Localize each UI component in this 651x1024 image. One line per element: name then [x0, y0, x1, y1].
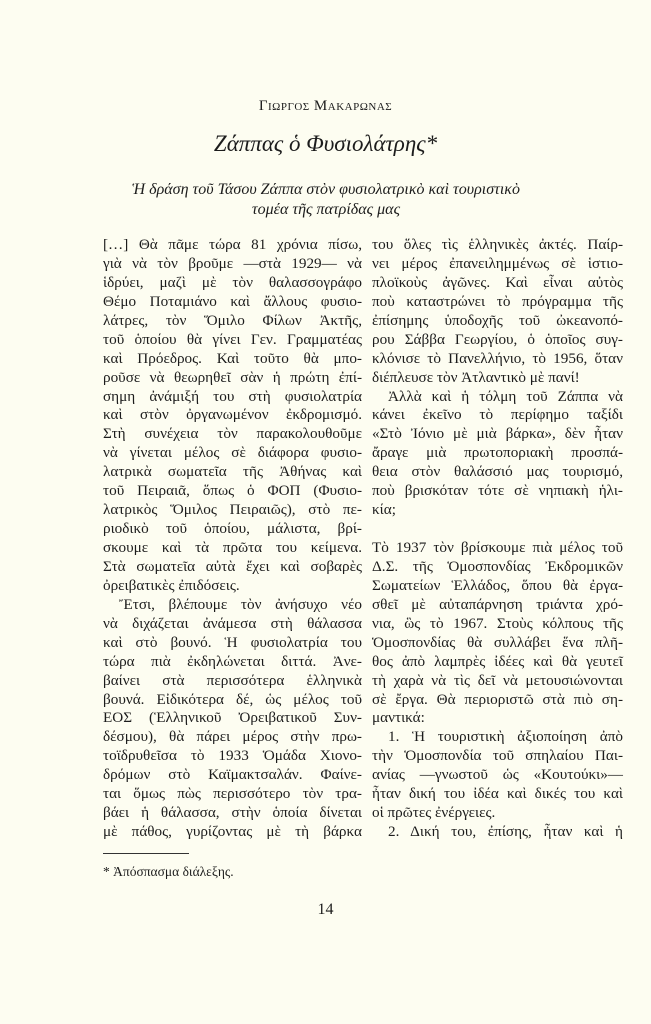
- text-line: Ἀλλὰ καὶ ἡ τόλμη τοῦ Ζάππα νὰ: [388, 387, 623, 405]
- article-title: Ζάππας ὁ Φυσιολάτρης*: [213, 131, 438, 156]
- text-line: ἦταν δική του ἰδέα καὶ δικές του καὶ: [372, 785, 623, 803]
- author-name: Γιωργος Μακαρωνας: [258, 98, 393, 114]
- text-line: ποὺ καταστρώνει τὸ πρόγραμμα τῆς: [372, 292, 623, 310]
- text-line: 2. Δική του, ἐπίσης, ἦταν καὶ ἡ: [388, 823, 623, 841]
- subtitle-line: Ἡ δράση τοῦ Τάσου Ζάππα στὸν φυσιολατρικὸ καὶ τουριστικὸ: [132, 181, 520, 198]
- text-line: Θέμο Ποταμιάνο καὶ ἄλλους φυσιο-: [103, 292, 362, 310]
- text-line: Ὁμοσπονδίας θὰ συλλάβει ἕνα πλῆ-: [372, 633, 623, 651]
- text-line: καὶ στὸν ὀργανωμένον ἐκδρομισμό.: [103, 406, 362, 424]
- text-line: κλόνισε τὸ Πανελλήνιο, τὸ 1956, ὅταν: [372, 349, 623, 367]
- text-line: σκουμε καὶ τὰ πρῶτα του κείμενα.: [103, 539, 362, 556]
- subtitle-line: τομέα τῆς πατρίδας μας: [251, 201, 401, 218]
- text-line: μὲ πάθος, γυρίζοντας μὲ τὴ βάρκα: [103, 823, 362, 841]
- text-line: νια, ὣς τὸ 1967. Στοὺς κόλπους τῆς: [372, 614, 623, 632]
- text-line: νὰ γίνεται μέλος σὲ διάφορα φυσιο-: [103, 444, 362, 462]
- text-line: σὲ ἔργα. Θὰ περιοριστῶ στὰ πιὸ ση-: [372, 690, 623, 708]
- right-text-column: [372, 236, 623, 842]
- text-line: ροῦσε νὰ θεωρηθεῖ σὰν ἡ πρώτη ἐπί-: [103, 368, 362, 386]
- text-line: μαντικά:: [372, 709, 425, 727]
- text-line: βουνά. Εἰδικότερα δέ, ὡς μέλος τοῦ: [103, 690, 362, 708]
- text-line: ανίας —γνωστοῦ ὡς «Κουτούκι»—: [372, 766, 623, 784]
- text-line: Στὴ συνέχεια τὸν παρακολουθοῦμε: [103, 425, 362, 443]
- text-line: τώρα πιὰ ἐκδηλώνεται διττά. Ἀνε-: [103, 652, 362, 670]
- text-line: πλοϊκοὺς ἀγῶνες. Καὶ εἶναι αὐτὸς: [372, 273, 623, 291]
- article-subtitle: [110, 180, 542, 220]
- text-line: […] Θὰ πᾶμε τώρα 81 χρόνια πίσω,: [103, 236, 362, 253]
- text-line: θεια στὸν θαλάσσιό μας τουρισμό,: [372, 463, 623, 481]
- text-line: τοῦ ὁποίου θὰ γίνει Γεν. Γραμματέας: [103, 330, 362, 348]
- text-line: καὶ στὸ βουνό. Ἡ φυσιολατρία του: [103, 633, 362, 651]
- text-line: 1. Ἡ τουριστικὴ ἀξιοποίηση ἀπὸ: [388, 728, 623, 746]
- text-line: κάνει ἐκεῖνο τὸ περίφημο ταξίδι: [372, 406, 623, 424]
- text-line: τοῦ Πειραιᾶ, ὅπως ὁ ΦΟΠ (Φυσιο-: [103, 482, 362, 500]
- text-line: νει μέρος ἐπανειλημμένως σὲ ἱστιο-: [372, 254, 623, 272]
- left-text-column: [103, 236, 362, 842]
- text-line: σημη ἀνάμιξή του στὴ φυσιολατρία: [103, 387, 362, 405]
- text-line: τὴν Ὁμοσπονδία τοῦ σπηλαίου Παι-: [372, 747, 623, 765]
- text-line: ποὺ βρισκόταν τότε σὲ νηπιακὴ ἡλι-: [372, 482, 623, 500]
- text-line: δέσμου), θὰ πάρει μέρος στὴν πρω-: [103, 728, 362, 746]
- footnote-divider: [103, 853, 189, 854]
- text-line: του ὅλες τὶς ἑλληνικὲς ἀκτές. Παίρ-: [372, 236, 623, 253]
- text-line: λατρικὸς Ὅμιλος Πειραιῶς), στὸ πε-: [103, 501, 362, 519]
- text-line: κία;: [372, 501, 396, 519]
- text-line: νὰ διχάζεται ἀνάμεσα στὴ θάλασσα: [103, 614, 362, 632]
- text-line: ΕΟΣ (Ἑλληνικοῦ Ὀρειβατικοῦ Συν-: [103, 709, 362, 727]
- text-line: ὀρειβατικὲς ἐπιδόσεις.: [103, 576, 240, 594]
- text-line: γιὰ νὰ τὸν βροῦμε —στὰ 1929— νὰ: [103, 254, 362, 272]
- text-line: τὴ χαρὰ νὰ τὶς δεῖ νὰ μετουσιώνονται: [372, 671, 623, 689]
- text-line: Δ.Σ. τῆς Ὁμοσπονδίας Ἐκδρομικῶν: [372, 557, 623, 575]
- text-line: ται ὅμως πὼς περισσότερο τὸν τρα-: [103, 785, 362, 803]
- text-line: τοϊδρυθεῖσα τὸ 1933 Ὁμάδα Χιονο-: [103, 747, 362, 765]
- text-line: διέπλευσε τὸν Ἀτλαντικὸ μὲ πανί!: [372, 368, 580, 386]
- text-line: ἐπίσημης ὑποδοχῆς τοῦ ὠκεανοπό-: [372, 311, 623, 329]
- text-line: λάτρες, τὸν Ὅμιλο Φίλων Ἀκτῆς,: [103, 311, 362, 329]
- text-line: Στὰ σωματεῖα αὐτὰ ἔχει καὶ σοβαρὲς: [103, 557, 362, 575]
- text-line: βαίνει στὰ περισσότερα ἑλληνικὰ: [103, 671, 362, 689]
- text-line: Τὸ 1937 τὸν βρίσκουμε πιὰ μέλος τοῦ: [372, 539, 623, 556]
- text-line: ἄραγε μιὰ πρωτοποριακὴ προσπά-: [372, 444, 623, 462]
- text-line: καὶ Πρόεδρος. Καὶ τοῦτο θὰ μπο-: [103, 349, 362, 367]
- text-line: θος ἀπὸ λαμπρὲς ἰδέες καὶ θὰ γευτεῖ: [372, 652, 623, 670]
- text-line: ἱδρύει, μαζὶ μὲ τὸν θαλασσογράφο: [103, 273, 362, 291]
- text-line: Ἔτσι, βλέπουμε τὸν ἀνήσυχο νέο: [119, 595, 362, 613]
- footnote: * Ἀπόσπασμα διάλεξης.: [103, 864, 234, 879]
- text-line: ριοδικὸ τοῦ ὁποίου, μάλιστα, βρί-: [103, 520, 362, 538]
- text-line: «Στὸ Ἰόνιο μὲ μιὰ βάρκα», δὲν ἦταν: [372, 425, 623, 443]
- text-line: βάει ἡ θάλασσα, στὴν ὁποία δίνεται: [103, 804, 362, 822]
- text-line: οἱ πρῶτες ἐνέργειες.: [372, 804, 496, 822]
- text-line: σθεῖ μὲ αὐταπάρνηση τριάντα χρό-: [372, 595, 623, 613]
- page-number: 14: [317, 901, 334, 918]
- text-line: Σωματείων Ἑλλάδος, ὅπου θὰ ἐργα-: [372, 576, 623, 594]
- text-line: δρόμων στὸ Καϊμακτσαλάν. Φαίνε-: [103, 766, 362, 784]
- paragraph-gap: [372, 520, 623, 539]
- text-line: ρου Σάββα Γεωργίου, ὁ ὁποῖος συγ-: [372, 330, 623, 348]
- text-line: λατρικὰ σωματεῖα τῆς Ἀθήνας καὶ: [103, 463, 362, 481]
